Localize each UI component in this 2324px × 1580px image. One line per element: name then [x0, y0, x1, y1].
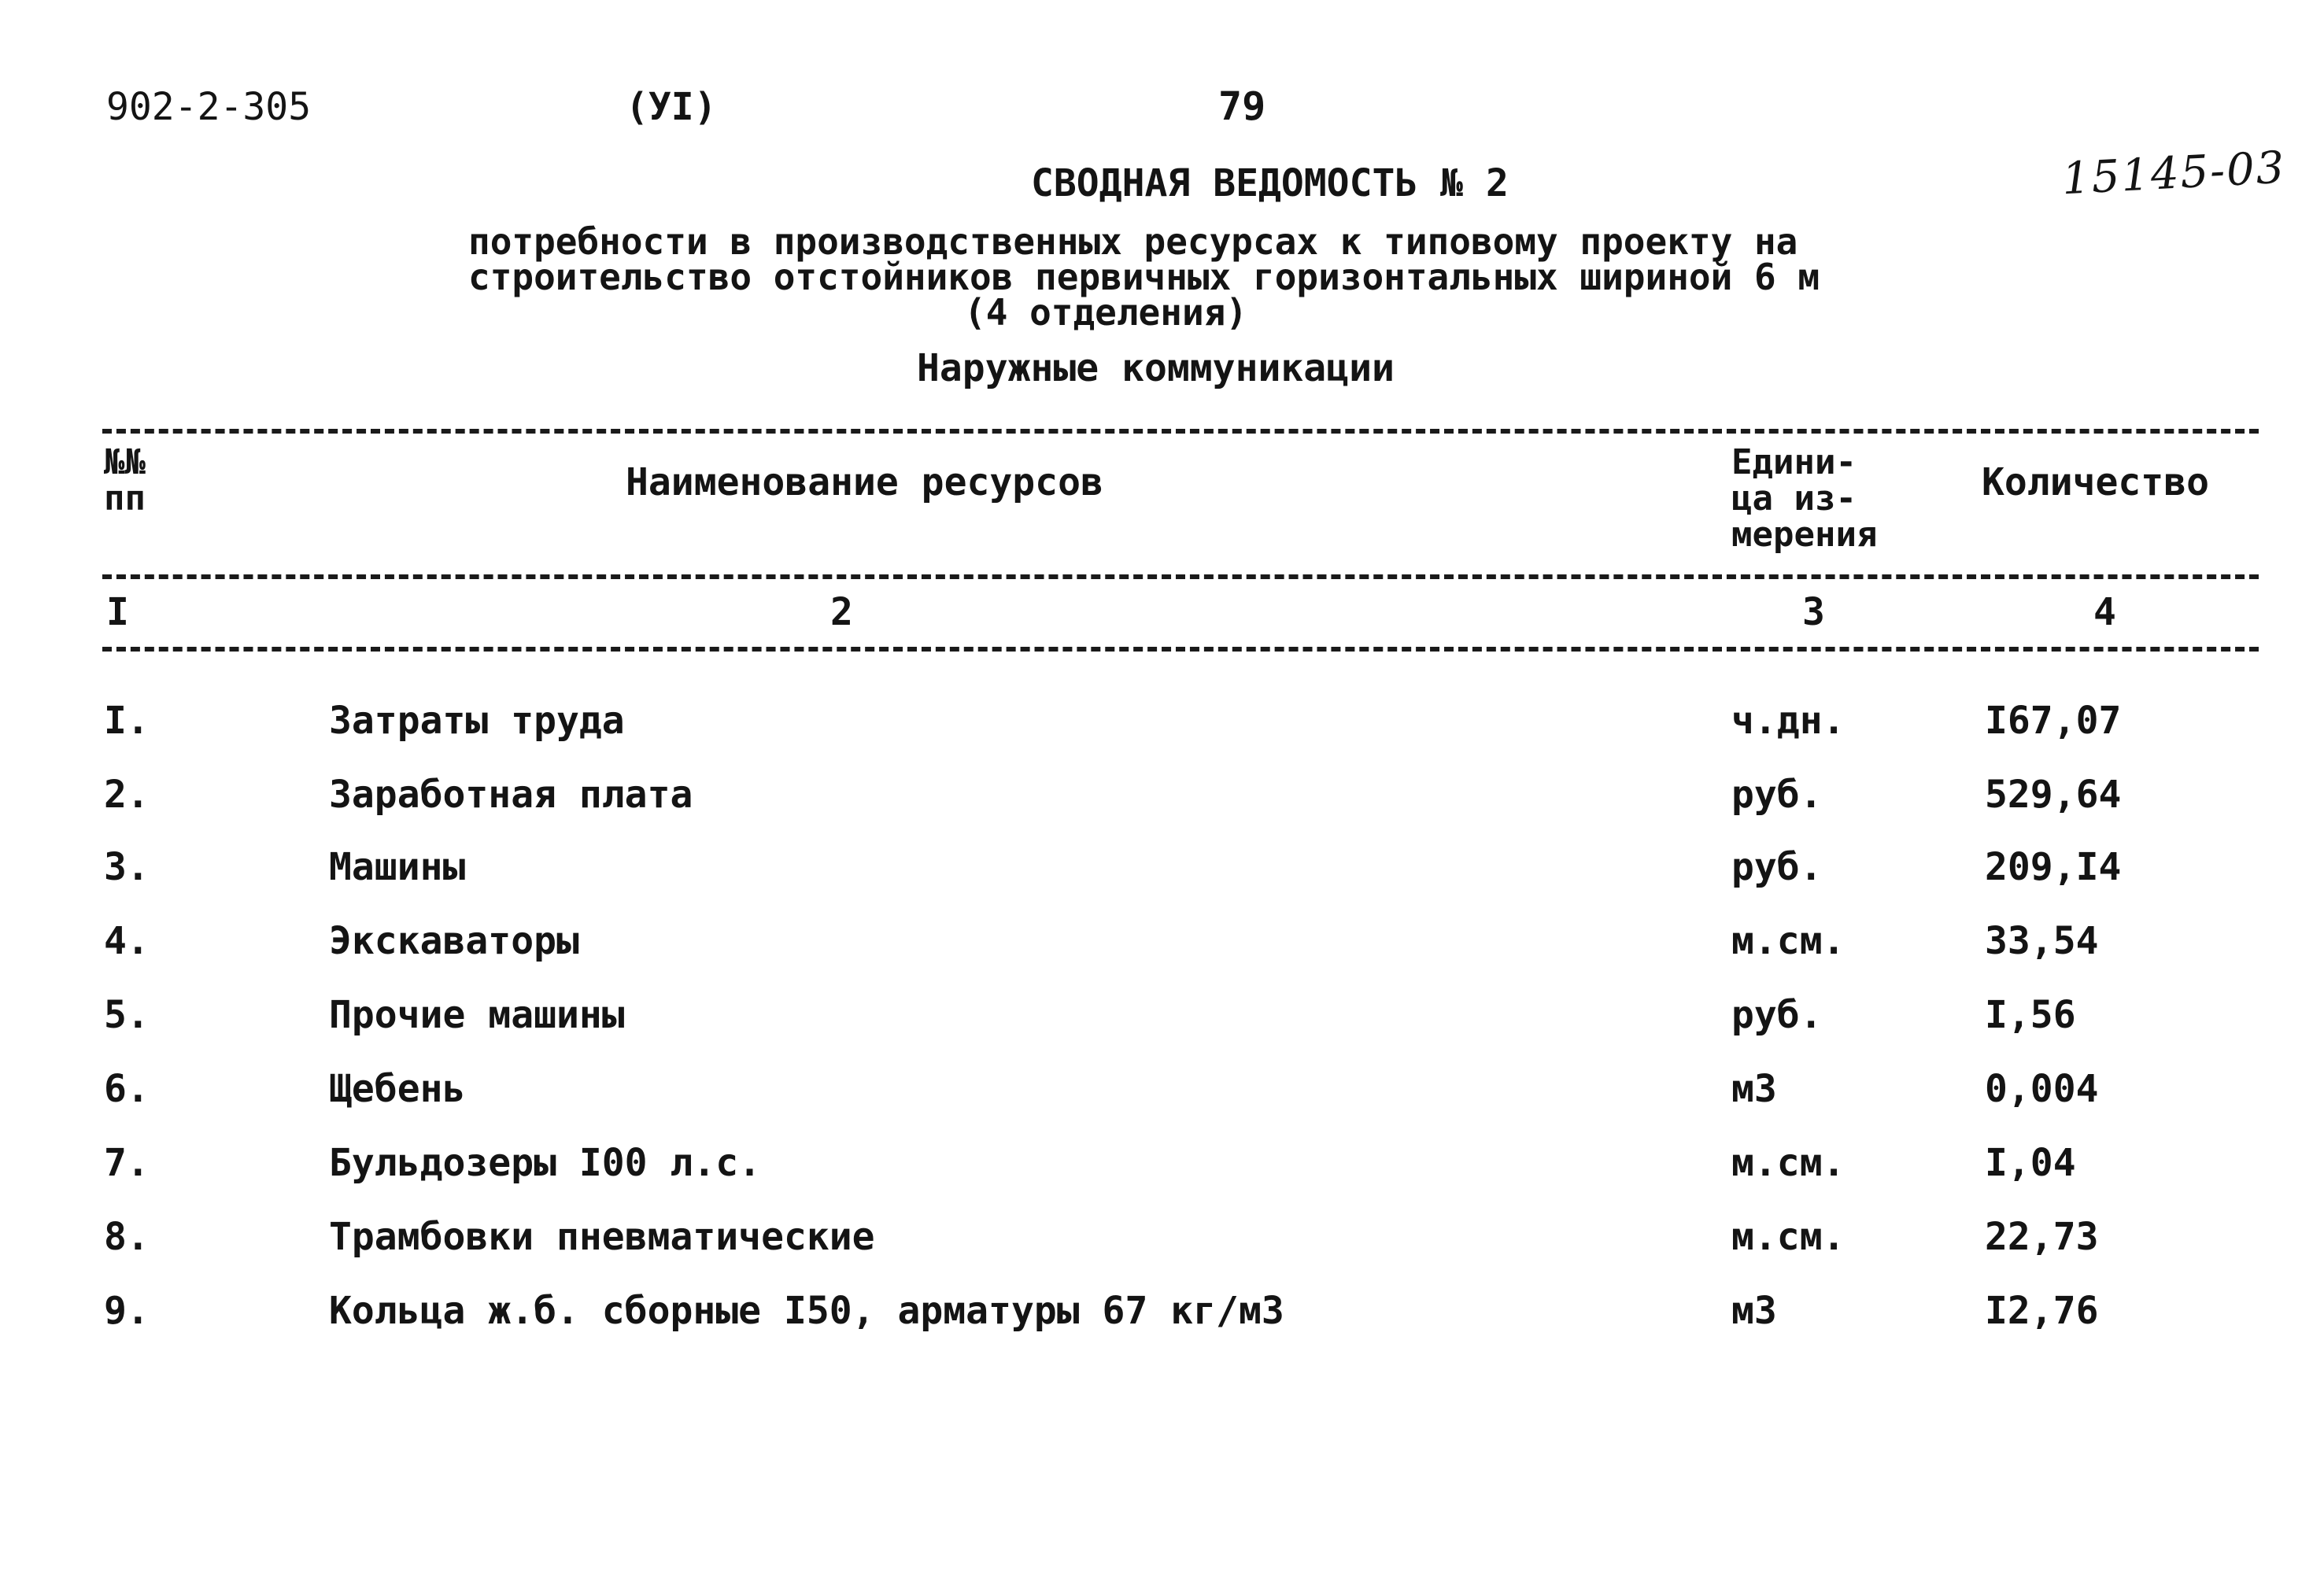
row-number: 5. [104, 993, 150, 1037]
subtitle-line-1: потребности в производственных ресурсах к типовому проекту на [468, 220, 1798, 263]
unit: м.см. [1731, 1215, 1846, 1259]
unit: руб. [1731, 773, 1823, 817]
handwritten-code: 15145-03 [2060, 142, 2287, 205]
unit: руб. [1731, 993, 1823, 1037]
row-number: 6. [104, 1067, 150, 1111]
resource-name: Заработная плата [329, 773, 693, 817]
unit: м3 [1731, 1067, 1777, 1111]
header-unit-line-1: Едини- [1731, 442, 1857, 482]
column-number-1: I [106, 590, 129, 634]
row-number: 2. [104, 773, 150, 817]
quantity: 22,73 [1985, 1215, 2099, 1259]
resource-name: Машины [329, 845, 466, 889]
row-number: 7. [104, 1141, 150, 1185]
quantity: I2,76 [1985, 1289, 2099, 1333]
column-number-2: 2 [830, 590, 853, 634]
row-number: 4. [104, 919, 150, 963]
subtitle-line-3: (4 отделения) [964, 291, 1248, 334]
header-num-line-2: пп [104, 478, 146, 519]
column-number-3: 3 [1802, 590, 1825, 634]
quantity: I,56 [1985, 993, 2076, 1037]
unit: ч.дн. [1731, 699, 1846, 743]
row-number: 3. [104, 845, 150, 889]
header-num-line-1: №№ [104, 442, 146, 482]
resource-name: Экскаваторы [329, 919, 579, 963]
document-code: 902-2-305 [106, 85, 312, 129]
table-rule-numbers [102, 647, 2259, 652]
subtitle-line-2: строительство отстойников первичных горизонтальных шириной 6 м [468, 256, 1820, 298]
header-unit [1731, 442, 1878, 555]
header-qty: Количество [1982, 460, 2209, 504]
row-number: I. [104, 699, 150, 743]
header-unit-line-3: мерения [1731, 515, 1878, 555]
document-title: СВОДНАЯ ВЕДОМОСТЬ № 2 [1031, 161, 1509, 205]
column-number-4: 4 [2093, 590, 2116, 634]
quantity: 209,I4 [1985, 845, 2122, 889]
header-name: Наименование ресурсов [626, 460, 1103, 504]
unit: м.см. [1731, 919, 1846, 963]
quantity: 529,64 [1985, 773, 2122, 817]
volume-number: (УI) [626, 85, 717, 129]
quantity: I67,07 [1985, 699, 2122, 743]
resource-name: Бульдозеры I00 л.с. [329, 1141, 762, 1185]
page-number: 79 [1218, 83, 1266, 129]
unit: руб. [1731, 845, 1823, 889]
quantity: I,04 [1985, 1141, 2076, 1185]
resource-name: Прочие машины [329, 993, 625, 1037]
unit: м.см. [1731, 1141, 1846, 1185]
quantity: 0,004 [1985, 1067, 2099, 1111]
header-unit-line-2: ца из- [1731, 478, 1857, 519]
section-title: Наружные коммуникации [917, 346, 1395, 390]
resource-name: Щебень [329, 1067, 466, 1111]
row-number: 8. [104, 1215, 150, 1259]
resource-name: Затраты труда [329, 699, 625, 743]
header-num [104, 442, 146, 519]
table-rule-header [102, 574, 2259, 579]
resource-name: Трамбовки пневматические [329, 1215, 875, 1259]
resource-name: Кольца ж.б. сборные I50, арматуры 67 кг/м3 [329, 1289, 1284, 1333]
quantity: 33,54 [1985, 919, 2099, 963]
row-number: 9. [104, 1289, 150, 1333]
table-rule-top [102, 429, 2259, 434]
unit: м3 [1731, 1289, 1777, 1333]
